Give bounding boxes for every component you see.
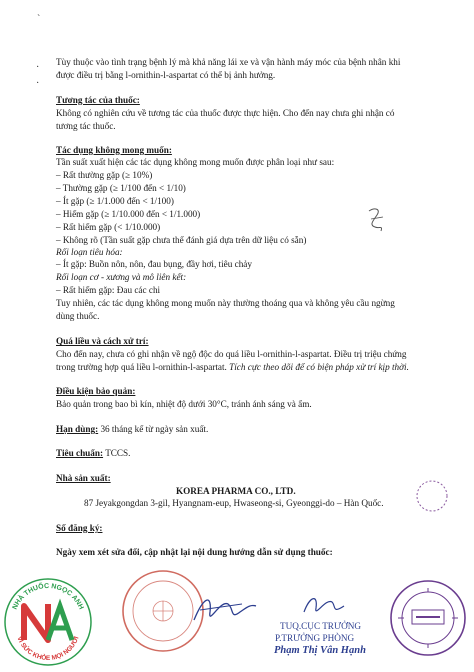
intro-line-1: Tùy thuộc vào tình trạng bệnh lý mà khả năng lái xe và vận hành máy móc của bệnh nhân khi [56, 57, 401, 67]
margin-mark: · [36, 78, 40, 89]
overdose-line-2 [56, 361, 409, 374]
freq-item: – Thường gặp (≥ 1/100 đến < 1/10) [56, 183, 186, 193]
signature-line-1: TUQ.CỤC TRƯỞNG [280, 621, 361, 631]
gi-heading: Rối loạn tiêu hóa: [56, 247, 123, 257]
margin-signature-icon [365, 205, 387, 237]
interactions-line-1: Không có nghiên cứu về tương tác của thuốc được thực hiện. Cho đến nay chưa ghi nhận có [56, 108, 395, 118]
standard [56, 447, 130, 460]
signature-icon [190, 590, 260, 630]
pharmacy-logo-icon [2, 576, 94, 668]
intro-line-2: được điều trị bằng l-ornithin-l-aspartat có thể bị ảnh hưởng. [56, 70, 276, 80]
adverse-heading: Tác dụng không mong muốn: [56, 145, 172, 155]
signature-line-2: P.TRƯỞNG PHÒNG [275, 633, 355, 643]
freq-item: – Ít gặp (≥ 1/1.000 đến < 1/100) [56, 196, 174, 206]
msk-item: – Rất hiếm gặp: Đau các chi [56, 285, 161, 295]
overdose-line-2-b: Tích cực theo dõi để có biện pháp xử trí kịp thời. [229, 362, 409, 372]
manufacturer-address: 87 Jeyakgongdan 3-gil, Hyangnam-eup, Hwaseong-si, Gyeonggi-do – Hàn Quốc. [84, 498, 384, 508]
interactions-line-2: tương tác thuốc. [56, 121, 116, 131]
company-stamp-icon [388, 578, 468, 658]
signature-icon [300, 588, 350, 620]
adverse-note-2: dùng thuốc. [56, 311, 100, 321]
signature-name: Phạm Thị Vân Hạnh [274, 645, 366, 656]
freq-item: – Rất hiếm gặp (< 1/10.000) [56, 222, 161, 232]
interactions-heading: Tương tác của thuốc: [56, 95, 140, 105]
shelf-life [56, 423, 208, 436]
adverse-note-1: Tuy nhiên, các tác dụng không mong muốn này thường thoáng qua và không yêu cầu ngừng [56, 298, 395, 308]
freq-item: – Hiếm gặp (≥ 1/10.000 đến < 1/1.000) [56, 209, 201, 219]
msk-heading: Rối loạn cơ - xương và mô liên kết: [56, 272, 187, 282]
overdose-heading: Quá liều và cách xử trí: [56, 336, 149, 346]
freq-item: – Rất thường gặp (≥ 10%) [56, 170, 153, 180]
manufacturer-heading: Nhà sản xuất: [56, 473, 111, 483]
review-date-label: Ngày xem xét sửa đổi, cập nhật lại nội dung hướng dẫn sử dụng thuốc: [56, 547, 333, 557]
gi-item: – Ít gặp: Buồn nôn, nôn, đau bụng, đầy hơi, tiêu chảy [56, 259, 252, 269]
manufacturer-name: KOREA PHARMA CO., LTD. [176, 486, 296, 496]
overdose-line-2-a: trong trường hợp quá liều l-ornithin-l-aspartat. [56, 362, 230, 372]
overdose-line-1: Cho đến nay, chưa có ghi nhận về ngộ độc do quá liều l-ornithin-l-aspartat. Điều trị triệu chứng [56, 349, 407, 359]
svg-text:NHÀ THUỐC NGỌC ANH: NHÀ THUỐC NGỌC ANH [11, 582, 85, 611]
registration-label: Số đăng ký: [56, 523, 103, 533]
freq-item: – Không rõ (Tần suất gặp chưa thể đánh giá dựa trên dữ liệu có sẵn) [56, 235, 307, 245]
svg-text:VÌ SỨC KHỎE MỌI NGƯỜI: VÌ SỨC KHỎE MỌI NGƯỜI [15, 635, 81, 663]
margin-mark: ` [37, 14, 41, 25]
shelf-life-value: 36 tháng kể từ ngày sản xuất. [98, 424, 209, 434]
storage-heading: Điều kiện bảo quản: [56, 386, 136, 396]
storage-line: Bảo quản trong bao bì kín, nhiệt độ dưới 30°C, tránh ánh sáng và ẩm. [56, 399, 312, 409]
margin-mark: · [36, 62, 40, 73]
stamp-fragment-icon [414, 478, 450, 514]
shelf-life-label: Hạn dùng: [56, 424, 99, 434]
standard-label: Tiêu chuẩn: [56, 448, 104, 458]
standard-value: TCCS. [103, 448, 131, 458]
adverse-intro: Tần suất xuất hiện các tác dụng không mong muốn được phân loại như sau: [56, 157, 335, 167]
